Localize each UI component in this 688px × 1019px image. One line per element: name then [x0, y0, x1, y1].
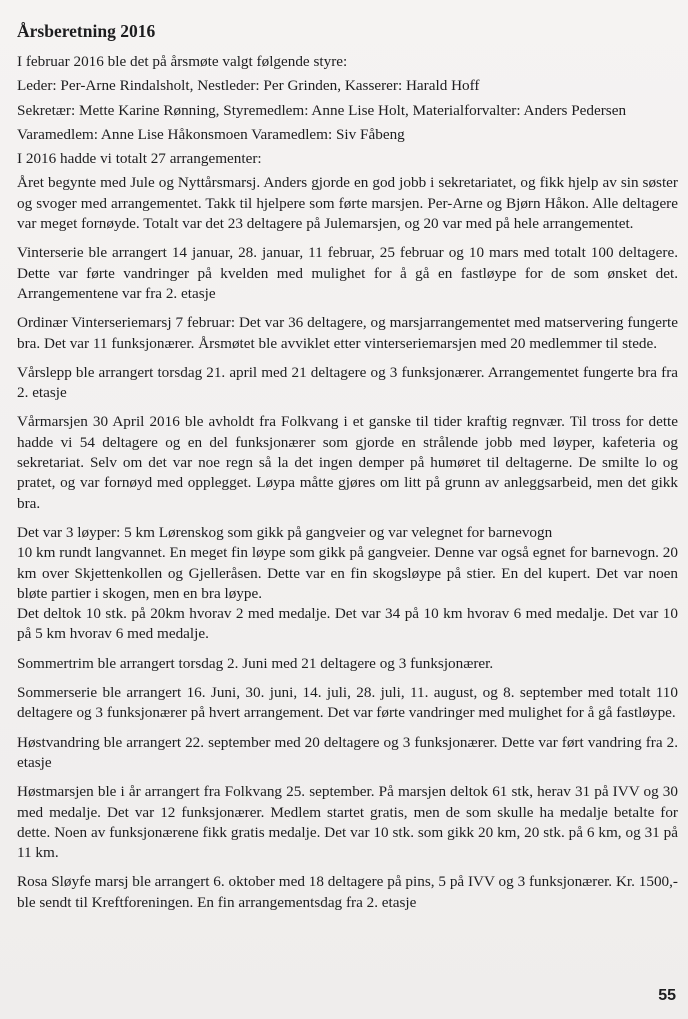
paragraph-autumn-walk: Høstvandring ble arrangert 22. september med 20 deltagere og 3 funksjonærer. Dette var ført vandring fra 2. etasje	[17, 733, 678, 771]
page-number: 55	[658, 987, 676, 1004]
paragraph-summer-series: Sommerserie ble arrangert 16. Juni, 30. juni, 14. juli, 28. juli, 11. august, og 8. september med totalt 110 deltagere og 3 funksjonærer på hvert arrangement. Det var førte vandringer med mulighet for å gå fastløype.	[17, 684, 678, 722]
paragraph-pink-ribbon: Rosa Sløyfe marsj ble arrangert 6. oktober med 18 deltagere på pins, 5 på IVV og 3 funksjonærer. Kr. 1500,- ble sendt til Kreftforeningen. En fin arrangementsdag fra 2. etasje	[17, 873, 678, 911]
paragraph-board-intro: I februar 2016 ble det på årsmøte valgt følgende styre:	[17, 53, 348, 70]
paragraph-routes-5km: Det var 3 løyper: 5 km Lørenskog som gikk på gangveier og var velegnet for barnevogn	[17, 523, 553, 541]
paragraph-summer-training: Sommertrim ble arrangert torsdag 2. Juni med 21 deltagere og 3 funksjonærer.	[17, 654, 494, 672]
report-body	[17, 20, 678, 922]
paragraph-new-year-march: Året begynte med Jule og Nyttårsmarsj. Anders gjorde en god jobb i sekretariatet, og fikk hjelp av sin søster og svoger med arrangementet. Takk til hjelpere som førte marsjen. Per-Arne og Bjørn Håkon. Alle deltagere var meget fornøyde. Totalt var det 23 deltagere på Julemarsjen, og 20 var med på hele arrangementet.	[17, 174, 678, 233]
paragraph-events-total: I 2016 hadde vi totalt 27 arrangementer:	[17, 150, 262, 168]
paragraph-winter-series: Vinterserie ble arrangert 14 januar, 28. januar, 11 februar, 25 februar og 10 mars med totalt 100 deltagere. Dette var førte vandringer på kvelden med mulighet for å gå en fastløype for de som ønsket det. Arrangementene var fra 2. etasje	[17, 244, 678, 302]
paragraph-board-deputies: Varamedlem: Anne Lise Håkonsmoen Varamedlem: Siv Fåbeng	[17, 125, 405, 143]
routes-block	[17, 523, 678, 645]
report-title: Årsberetning 2016	[17, 21, 156, 41]
paragraph-routes-participants: Det deltok 10 stk. på 20km hvorav 2 med medalje. Det var 34 på 10 km hvorav 6 med medalje. Det var 10 på 5 km hvorav 6 med medalje.	[17, 605, 678, 643]
paragraph-spring-march: Vårmarsjen 30 April 2016 ble avholdt fra Folkvang i et ganske til tider kraftig regnvær. Til tross for dette hadde vi 54 deltagere og en del funksjonærer som gjorde en strålende jobb med løyper, kafeteria og sekretariat. Selv om det var noe regn så la det ingen demper på humøret til deltagerne. De smilte lo og pratet, og var fornøyd med opplegget. Løypa måtte gjøres om litt på grunn av anleggsarbeid, men det gikk bra.	[17, 413, 678, 512]
paragraph-spring-release: Vårslepp ble arrangert torsdag 21. april med 21 deltagere og 3 funksjonærer. Arrangementet fungerte bra fra 2. etasje	[17, 363, 678, 402]
paragraph-routes-10-20km: 10 km rundt langvannet. En meget fin løype som gikk på gangveier. Denne var også egnet for barnevogn. 20 km over Skjettenkollen og Gjelleråsen. Dette var en fin skogsløype på stier. En del kupert. Det var noen bløte partier i skogen, men en bra løype.	[17, 544, 678, 602]
paragraph-winter-series-march: Ordinær Vinterseriemarsj 7 februar: Det var 36 deltagere, og marsjarrangementet med matservering fungerte bra. Det var 11 funksjonærer. Årsmøtet ble avviklet etter vinterseriemarsjen med 20 medlemmer til stede.	[17, 314, 678, 352]
paragraph-board-leaders: Leder: Per-Arne Rindalsholt, Nestleder: Per Grinden, Kasserer: Harald Hoff	[17, 77, 480, 95]
paragraph-board-members: Sekretær: Mette Karine Rønning, Styremedlem: Anne Lise Holt, Materialforvalter: Anders Pedersen	[17, 101, 627, 119]
paragraph-autumn-march: Høstmarsjen ble i år arrangert fra Folkvang 25. september. På marsjen deltok 61 stk, herav 31 på IVV og 30 med medalje. Det var 12 funksjonærer. Medlem startet gratis, men de som skulle ha medalje betalte for dette. Noen av funksjonærene fikk gratis medalje. Det var 10 stk. som gikk 20 km, 20 stk. på 6 km, og 31 på 11 km.	[17, 783, 678, 862]
